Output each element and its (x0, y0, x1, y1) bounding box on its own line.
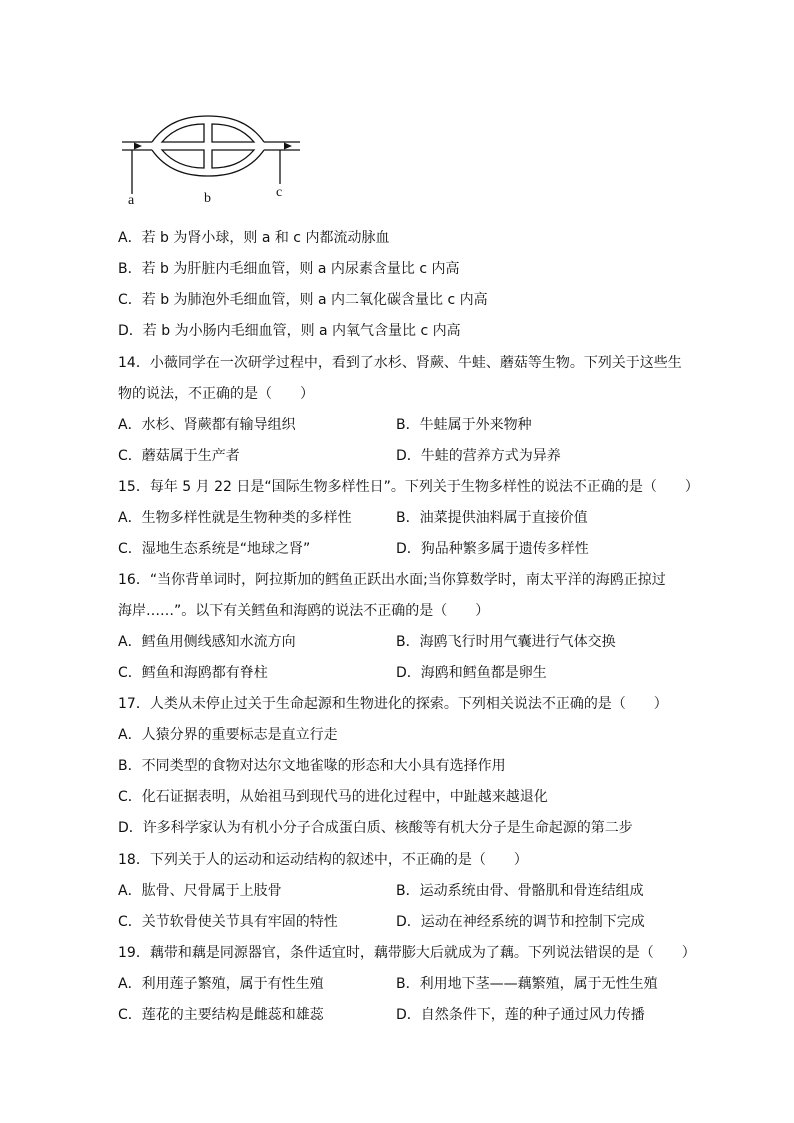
q15-stem-line1: 15．每年 5 月 22 日是“国际生物多样性日”。下列关于生物多样性的说法不正确的是（ ） (118, 479, 699, 495)
q17-option-c: C．化石证据表明，从始祖马到现代马的进化过程中，中趾越来越退化 (118, 789, 548, 805)
q16-option-c: C．鳕鱼和海鸥都有脊柱 (118, 665, 268, 681)
label-a: a (128, 193, 135, 208)
q15-option-d: D．狗品种繁多属于遗传多样性 (396, 541, 589, 557)
label-b: b (204, 191, 211, 206)
q16-option-d: D．海鸥和鳕鱼都是卵生 (396, 665, 547, 681)
q19-option-b: B．利用地下茎——藕繁殖，属于无性生殖 (396, 976, 658, 992)
q13-option-c: C．若 b 为肺泡外毛细血管，则 a 内二氧化碳含量比 c 内高 (118, 292, 488, 308)
q16-stem-line1: 16．“当你背单词时，阿拉斯加的鳕鱼正跃出水面;当你算数学时，南太平洋的海鸥正掠过 (118, 572, 666, 588)
q19-option-d: D．自然条件下，莲的种子通过风力传播 (396, 1007, 645, 1023)
q19-stem-line1: 19．藕带和藕是同源器官，条件适宜时，藕带膨大后就成为了藕。下列说法错误的是（ ） (118, 945, 696, 961)
q17-stem-line1: 17．人类从未停止过关于生命起源和生物进化的探索。下列相关说法不正确的是（ ） (118, 696, 668, 712)
q14-stem-line1: 14．小薇同学在一次研学过程中，看到了水杉、肾蕨、牛蛙、蘑菇等生物。下列关于这些生 (118, 355, 682, 371)
q17-option-a: A．人猿分界的重要标志是直立行走 (118, 727, 338, 743)
q13-option-b: B．若 b 为肝脏内毛细血管，则 a 内尿素含量比 c 内高 (118, 261, 460, 277)
q18-option-d: D．运动在神经系统的调节和控制下完成 (396, 914, 645, 930)
label-c: c (276, 185, 283, 200)
q19-option-a: A．利用莲子繁殖，属于有性生殖 (118, 976, 324, 992)
q15-option-a: A．生物多样性就是生物种类的多样性 (118, 510, 352, 526)
q14-option-c: C．蘑菇属于生产者 (118, 448, 240, 464)
q18-option-b: B．运动系统由骨、骨骼肌和骨连结组成 (396, 883, 644, 899)
q14-option-b: B．牛蛙属于外来物种 (396, 417, 532, 433)
q14-stem-line2: 物的说法，不正确的是（ ） (118, 386, 314, 402)
q18-option-a: A．肱骨、尺骨属于上肢骨 (118, 883, 282, 899)
q16-option-b: B．海鸥飞行时用气囊进行气体交换 (396, 634, 616, 650)
q15-option-c: C．湿地生态系统是“地球之肾” (118, 541, 311, 557)
q14-option-d: D．牛蛙的营养方式为异养 (396, 448, 561, 464)
q16-stem-line2: 海岸……”。以下有关鳕鱼和海鸥的说法不正确的是（ ） (118, 603, 490, 619)
q15-option-b: B．油菜提供油料属于直接价值 (396, 510, 588, 526)
q17-option-b: B．不同类型的食物对达尔文地雀喙的形态和大小具有选择作用 (118, 758, 506, 774)
q13-option-d: D．若 b 为小肠内毛细血管，则 a 内氧气含量比 c 内高 (118, 323, 461, 339)
q14-option-a: A．水杉、肾蕨都有输导组织 (118, 417, 296, 433)
q16-option-a: A．鳕鱼用侧线感知水流方向 (118, 634, 296, 650)
capillary-network-figure (116, 112, 306, 208)
q18-stem-line1: 18．下列关于人的运动和运动结构的叙述中，不正确的是（ ） (118, 852, 528, 868)
q18-option-c: C．关节软骨使关节具有牢固的特性 (118, 914, 338, 930)
q13-option-a: A．若 b 为肾小球，则 a 和 c 内都流动脉血 (118, 230, 390, 246)
q19-option-c: C．莲花的主要结构是雌蕊和雄蕊 (118, 1007, 324, 1023)
blood-vessel-diagram (116, 112, 306, 208)
q17-option-d: D．许多科学家认为有机小分子合成蛋白质、核酸等有机大分子是生命起源的第二步 (118, 820, 633, 836)
